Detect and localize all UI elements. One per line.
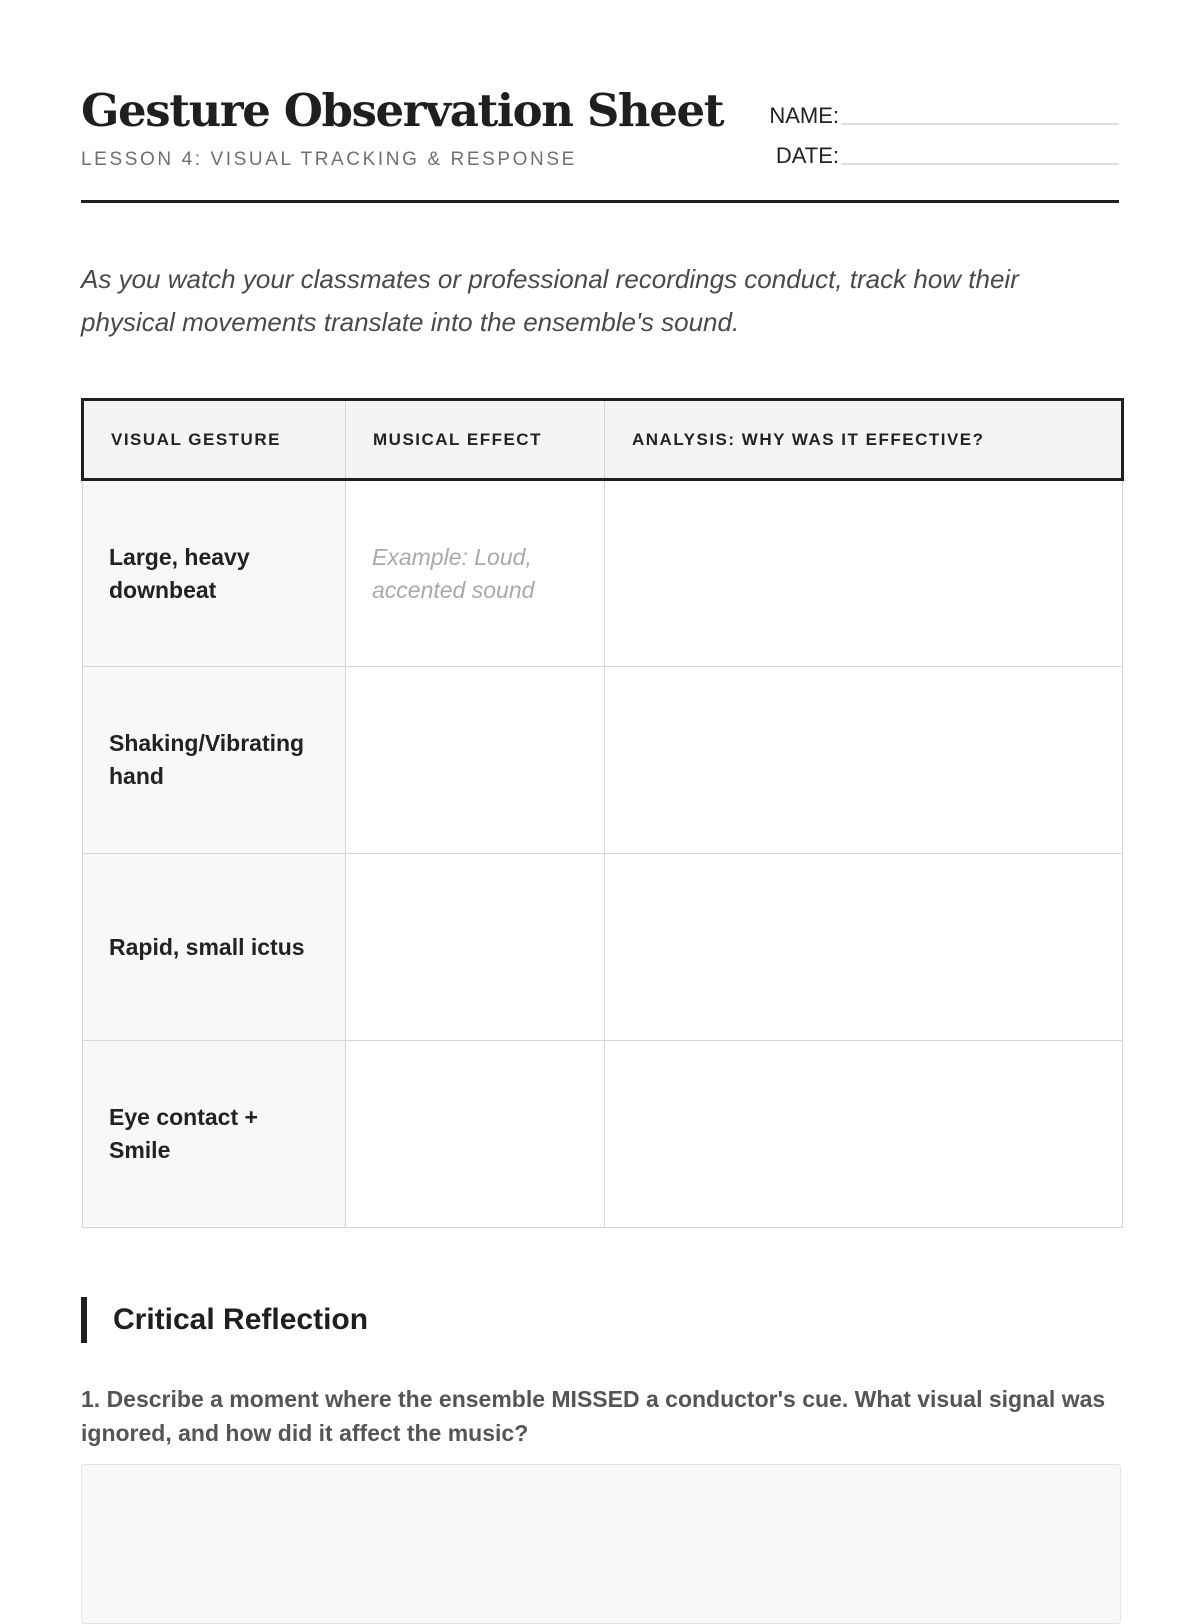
column-header-analysis: ANALYSIS: WHY WAS IT EFFECTIVE? <box>605 400 1123 480</box>
gesture-cell: Large, heavy downbeat <box>83 480 346 667</box>
column-header-visual-gesture: VISUAL GESTURE <box>83 400 346 480</box>
table-row <box>83 1041 1123 1228</box>
effect-cell[interactable] <box>346 667 605 854</box>
name-write-line[interactable] <box>841 123 1119 125</box>
name-field <box>753 101 1119 131</box>
observation-table <box>81 398 1124 1228</box>
column-header-musical-effect: MUSICAL EFFECT <box>346 400 605 480</box>
analysis-cell[interactable] <box>605 854 1123 1041</box>
answer-box[interactable] <box>81 1464 1121 1624</box>
lesson-subtitle: LESSON 4: VISUAL TRACKING & RESPONSE <box>81 149 577 170</box>
date-write-line[interactable] <box>841 163 1119 165</box>
critical-reflection-section <box>81 1297 1121 1624</box>
effect-cell[interactable] <box>346 1041 605 1228</box>
table-row <box>83 480 1123 667</box>
table-row <box>83 667 1123 854</box>
table-row <box>83 854 1123 1041</box>
date-field <box>753 141 1119 171</box>
name-label: NAME: <box>769 103 839 128</box>
analysis-cell[interactable] <box>605 667 1123 854</box>
effect-cell[interactable]: Example: Loud, accented sound <box>346 480 605 667</box>
gesture-cell: Shaking/Vibrating hand <box>83 667 346 854</box>
gesture-cell: Eye contact + Smile <box>83 1041 346 1228</box>
section-heading: Critical Reflection <box>81 1297 1121 1343</box>
reflection-question: 1. Describe a moment where the ensemble MISSED a conductor's cue. What visual signal was ignored, and how did it affect the music? <box>81 1386 1106 1446</box>
intro-instructions: As you watch your classmates or professional recordings conduct, track how their physical movements translate into the ensemble's sound. <box>81 264 1019 337</box>
worksheet-header <box>81 0 1119 203</box>
date-label: DATE: <box>775 143 839 168</box>
effect-cell[interactable] <box>346 854 605 1041</box>
gesture-cell: Rapid, small ictus <box>83 854 346 1041</box>
analysis-cell[interactable] <box>605 480 1123 667</box>
page-title: Gesture Observation Sheet <box>81 84 724 137</box>
analysis-cell[interactable] <box>605 1041 1123 1228</box>
table-header-row <box>83 400 1123 480</box>
